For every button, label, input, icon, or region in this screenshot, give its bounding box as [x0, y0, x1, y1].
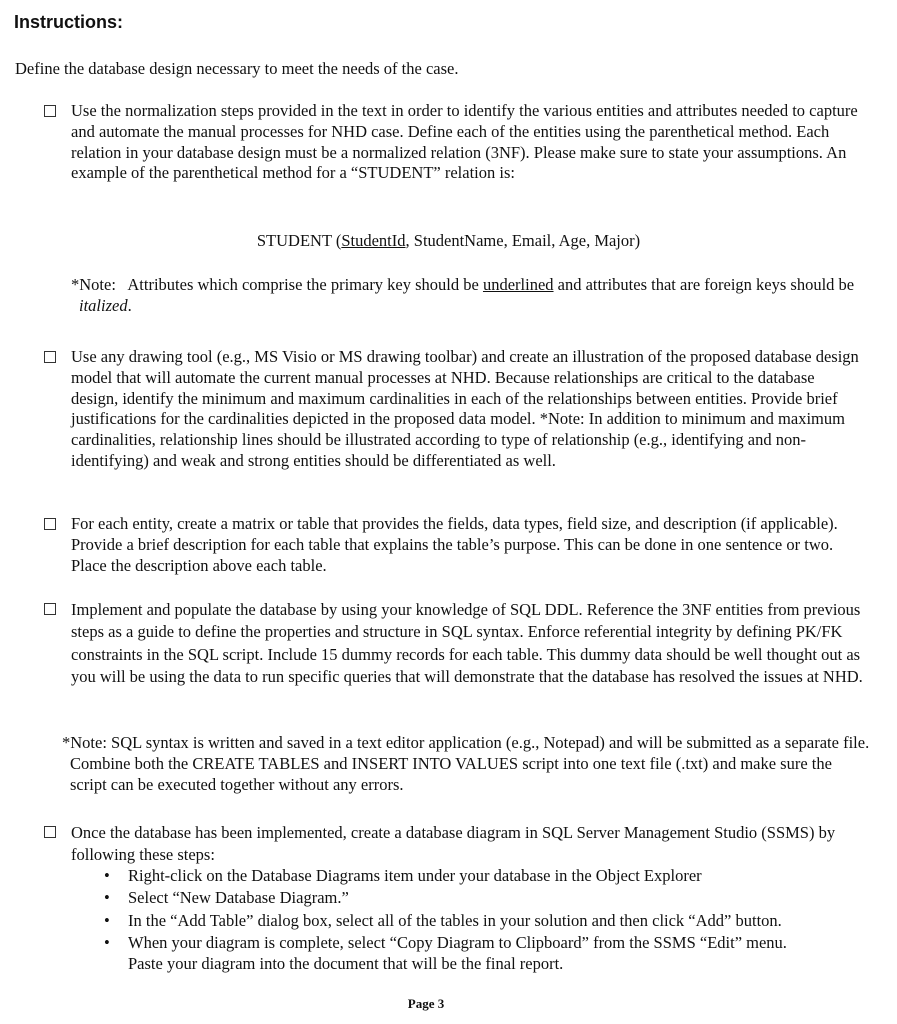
note-underlined: underlined	[482, 275, 554, 294]
example-prefix: STUDENT (	[256, 231, 342, 250]
list-item	[71, 888, 811, 908]
checkbox-3[interactable]	[44, 518, 56, 530]
instruction-item-3	[44, 514, 864, 576]
item-1-note	[71, 275, 879, 317]
checkbox-2[interactable]	[44, 351, 56, 363]
step-text: Right-click on the Database Diagrams item under your database in the Object Explorer	[128, 866, 702, 885]
step-text: Select “New Database Diagram.”	[128, 888, 349, 908]
note-part-b: and attributes that are foreign keys should be	[553, 275, 855, 294]
instructions-heading: Instructions:	[14, 12, 124, 32]
example-primary-key: StudentId	[341, 231, 406, 250]
instruction-item-4	[44, 599, 864, 689]
checkbox-4[interactable]	[44, 603, 56, 615]
ssms-steps-list	[71, 866, 811, 976]
checkbox-5[interactable]	[44, 826, 56, 838]
step-text: When your diagram is complete, select “Copy Diagram to Clipboard” from the SSMS “Edit” menu. Paste your diagram into the document that will be the final report.	[128, 933, 787, 973]
list-item	[71, 911, 811, 931]
example-rest: , StudentName, Email, Age, Major)	[405, 231, 641, 250]
student-relation-example	[0, 231, 897, 251]
bullet-icon: •	[104, 888, 110, 908]
step-text: In the “Add Table” dialog box, select all of the tables in your solution and then click “Add” button.	[128, 910, 782, 930]
bullet-icon: •	[104, 910, 110, 930]
note-part-a: *Note: Attributes which comprise the primary key should be	[71, 275, 483, 294]
item-4-text: Implement and populate the database by using your knowledge of SQL DDL. Reference the 3NF entities from previous steps as a guide to define the properties and structure in SQL syntax. Enforce referential integrity by defining PK/FK constraints in the SQL script. Include 15 dummy records for each table. This dummy data should be well thought out as you will be using the data to run specific queries that will demonstrate that the database has resolved the issues at NHD.	[71, 600, 863, 687]
item-3-text: For each entity, create a matrix or table that provides the fields, data types, field size, and description (if applicable). Provide a brief description for each table that explains the table’s purpose. This can be done in one sentence or two. Place the description above each table.	[71, 514, 838, 575]
item-5-text: Once the database has been implemented, create a database diagram in SQL Server Management Studio (SSMS) by following these steps:	[71, 823, 836, 865]
instruction-item-2	[44, 347, 864, 472]
item-1-text: Use the normalization steps provided in the text in order to identify the various entities and attributes needed to capture and automate the manual processes for NHD case. Define each of the entities using the parenthetical method. Each relation in your database design must be a normalized relation (3NF). Please make sure to state your assumptions. An example of the parenthetical method for a “STUDENT” relation is:	[71, 101, 858, 183]
list-item	[71, 933, 811, 974]
item-2-text: Use any drawing tool (e.g., MS Visio or MS drawing toolbar) and create an illustration of the proposed database design model that will automate the current manual processes at NHD. Because relationships are critical to the database design, identify the minimum and maximum cardinalities in each of the relationships between entities. Provide brief justifications for the cardinalities depicted in the proposed data model. *Note: In addition to minimum and maximum cardinalities, relationship lines should be illustrated according to type of relationship (e.g., identifying and non-identifying) and weak and strong entities should be differentiated as well.	[71, 347, 859, 470]
bullet-icon: •	[104, 866, 110, 885]
note-italic: italized	[79, 295, 128, 315]
item-4-note: *Note: SQL syntax is written and saved in a text editor application (e.g., Notepad) and will be submitted as a separate file. Combine both the CREATE TABLES and INSERT INTO VALUES script into one text file (.txt) and make sure the script can be executed together without any errors.	[62, 733, 870, 794]
note-part-c: .	[127, 295, 132, 315]
intro-text: Define the database design necessary to meet the needs of the case.	[15, 59, 459, 78]
list-item	[71, 866, 811, 886]
bullet-icon: •	[104, 933, 110, 953]
instruction-item-5	[44, 822, 864, 867]
checkbox-1[interactable]	[44, 105, 56, 117]
page-number: Page 3	[407, 996, 445, 1011]
instruction-item-1	[44, 101, 864, 184]
